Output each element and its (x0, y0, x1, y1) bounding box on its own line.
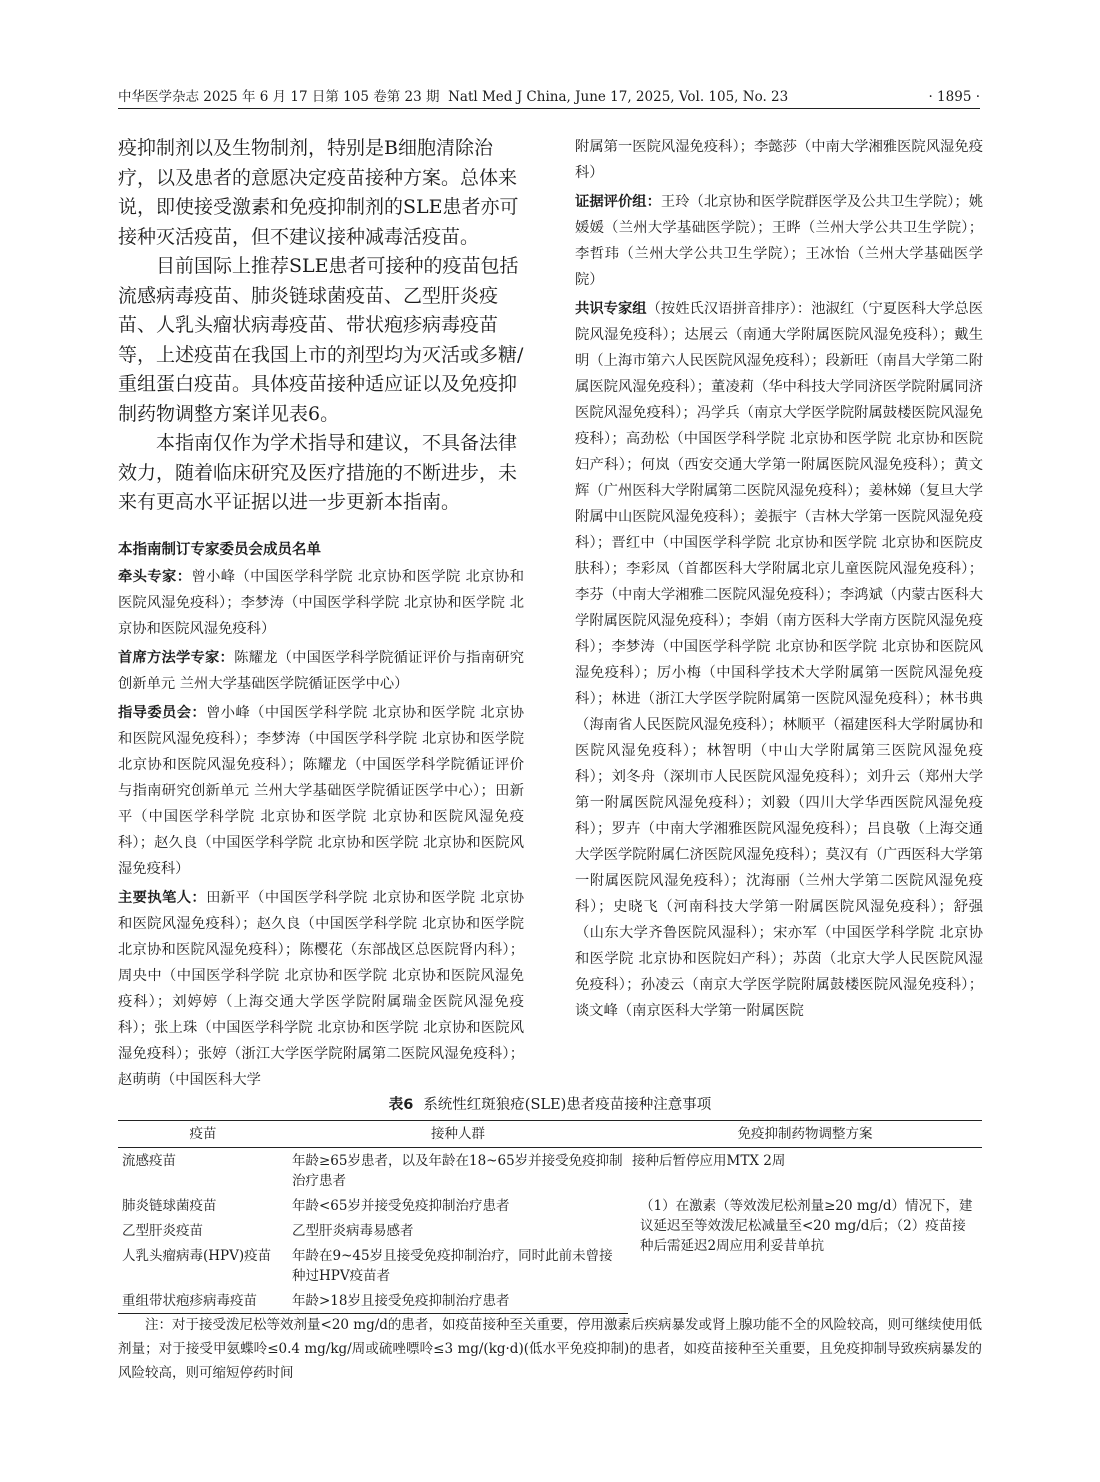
table-number: 表6 (388, 1097, 414, 1113)
group-label: 牵头专家： (118, 568, 192, 585)
cell-vaccine: 人乳头瘤病毒(HPV)疫苗 (122, 1248, 272, 1264)
table-caption (118, 1094, 982, 1116)
group-label: 指导委员会： (118, 704, 207, 721)
committee-group (575, 296, 983, 1024)
journal-info-english: Natl Med J China, June 17, 2025, Vol. 105, No. 23 (448, 89, 789, 105)
committee-continuation: 附属第一医院风湿免疫科）；李懿莎（中南大学湘雅医院风湿免疫科） (575, 139, 983, 181)
table-header-row (118, 1121, 982, 1148)
header-population: 接种人群 (288, 1121, 628, 1148)
running-header (118, 86, 980, 109)
committee-group (118, 700, 524, 882)
cell-population: 年龄>18岁且接受免疫抑制治疗患者 (288, 1288, 628, 1314)
table-note: 注：对于接受泼尼松等效剂量<20 mg/d的患者，如疫苗接种至关重要，停用激素后疾病暴发或肾上腺功能不全的风险较高，则可继续使用低剂量；对于接受甲氨蝶呤≤0.4 mg/kg/周或硫唑嘌呤≤3 mg/(kg·d)(低水平免疫抑制)的患者，如疫苗接种至关重要，且免疫抑制导致疾病暴发的风险较高，则可缩短停药时间 (118, 1317, 982, 1381)
group-members: 田新平（中国医学科学院 北京协和医学院 北京协和医院风湿免疫科）；赵久良（中国医学科学院 北京协和医学院 北京协和医院风湿免疫科）；陈樱花（东部战区总医院肾内科）；周央中（中国医学科学院 北京协和医学院 北京协和医院风湿免疫科）；刘婷婷（上海交通大学医学院附属瑞金医院风湿免疫科）；张上珠（中国医学科学院 北京协和医学院 北京协和医院风湿免疫科）；张婷（浙江大学医学院附属第二医院风湿免疫科）；赵萌萌（中国医科大学 (118, 889, 525, 1088)
cell-adjustment: 接种后暂停应用MTX 2周 (632, 1153, 786, 1169)
cell-vaccine: 重组带状疱疹病毒疫苗 (118, 1288, 288, 1314)
table-row (118, 1148, 982, 1194)
header-adjustment: 免疫抑制药物调整方案 (628, 1121, 982, 1148)
body-paragraph: 疫抑制剂以及生物制剂，特别是B细胞清除治疗，以及患者的意愿决定疫苗接种方案。总体来说，即使接受激素和免疫抑制剂的SLE患者亦可接种灭活疫苗，但不建议接种减毒活疫苗。 (118, 137, 519, 248)
cell-adjustment: （1）在激素（等效泼尼松剂量≥20 mg/d）情况下，建议延迟至等效泼尼松减量至<20 mg/d后；（2）疫苗接种后需延迟2周应用利妥昔单抗 (640, 1198, 973, 1254)
header-vaccine: 疫苗 (118, 1121, 288, 1148)
committee-title: 本指南制订专家委员会成员名单 (118, 541, 321, 558)
group-members: （按姓氏汉语拼音排序）：池淑红（宁夏医科大学总医院风湿免疫科）；达展云（南通大学附属医院风湿免疫科）；戴生明（上海市第六人民医院风湿免疫科）；段新旺（南昌大学第二附属医院风湿免疫科）；董凌莉（华中科技大学同济医学院附属同济医院风湿免疫科）；冯学兵（南京大学医学院附属鼓楼医院风湿免疫科）；高劲松（中国医学科学院 北京协和医学院 北京协和医院妇产科）；何岚（西安交通大学第一附属医院风湿免疫科）；黄文辉（广州医科大学附属第二医院风湿免疫科）；姜林娣（复旦大学附属中山医院风湿免疫科）；姜振宇（吉林大学第一医院风湿免疫科）；晋红中（中国医学科学院 北京协和医学院 北京协和医院皮肤科）；李彩凤（首都医科大学附属北京儿童医院风湿免疫科）；李芬（中南大学湘雅二医院风湿免疫科）；李鸿斌（内蒙古医科大学附属医院风湿免疫科）；李娟（南方医科大学南方医院风湿免疫科）；李梦涛（中国医学科学院 北京协和医学院 北京协和医院风湿免疫科）；厉小梅（中国科学技术大学附属第一医院风湿免疫科）；林进（浙江大学医学院附属第一医院风湿免疫科）；林书典（海南省人民医院风湿免疫科）；林顺平（福建医科大学附属协和医院风湿免疫科）；林智明（中山大学附属第三医院风湿免疫科）；刘冬舟（深圳市人民医院风湿免疫科）；刘升云（郑州大学第一附属医院风湿免疫科）；刘毅（四川大学华西医院风湿免疫科）；罗卉（中南大学湘雅医院风湿免疫科）；吕良敬（上海交通大学医学院附属仁济医院风湿免疫科）；莫汉有（广西医科大学第一附属医院风湿免疫科）；沈海丽（兰州大学第二医院风湿免疫科）；史晓飞（河南科技大学第一附属医院风湿免疫科）；舒强（山东大学齐鲁医院风湿科）；宋亦军（中国医学科学院 北京协和医学院 北京协和医院妇产科）；苏茵（北京大学人民医院风湿免疫科）；孙凌云（南京大学医学院附属鼓楼医院风湿免疫科）；谈文峰（南京医科大学第一附属医院 (575, 301, 984, 1019)
group-members: 陈耀龙（中国医学科学院循证评价与指南研究创新单元 兰州大学基础医学院循证医学中心） (118, 649, 525, 692)
committee-group (118, 645, 524, 697)
group-members: 曾小峰（中国医学科学院 北京协和医学院 北京协和医院风湿免疫科）；李梦涛（中国医学科学院 北京协和医学院 北京协和医院风湿免疫科） (118, 568, 525, 637)
vaccination-table (118, 1120, 982, 1314)
committee-group (118, 885, 524, 1093)
table-title: 系统性红斑狼疮(SLE)患者疫苗接种注意事项 (423, 1097, 712, 1113)
cell-vaccine: 乙型肝炎疫苗 (122, 1223, 203, 1239)
committee-group (118, 564, 524, 642)
table-row (118, 1193, 982, 1218)
group-label: 共识专家组 (575, 301, 647, 317)
left-column (118, 134, 524, 1096)
cell-vaccine: 肺炎链球菌疫苗 (122, 1198, 217, 1214)
group-label: 首席方法学专家： (118, 649, 235, 666)
right-column (575, 134, 983, 1027)
group-label: 主要执笔人： (118, 889, 207, 906)
group-members: 王玲（北京协和医学院群医学及公共卫生学院）；姚媛媛（兰州大学基础医学院）；王晔（兰州大学公共卫生学院）；李哲玮（兰州大学公共卫生学院）；王冰怡（兰州大学基础医学院） (575, 194, 983, 288)
cell-population: 乙型肝炎病毒易感者 (292, 1223, 414, 1239)
cell-population: 年龄<65岁并接受免疫抑制治疗患者 (292, 1198, 510, 1214)
page-number: · 1895 · (928, 89, 980, 105)
body-paragraph: 目前国际上推荐SLE患者可接种的疫苗包括流感病毒疫苗、肺炎链球菌疫苗、乙型肝炎疫苗、人乳头瘤状病毒疫苗、带状疱疹病毒疫苗等，上述疫苗在我国上市的剂型均为灭活或多糖/重组蛋白疫苗。具体疫苗接种适应证以及免疫抑制药物调整方案详见表6。 (118, 255, 524, 425)
committee-group (575, 189, 983, 293)
journal-info: 中华医学杂志 2025 年 6 月 17 日第 105 卷第 23 期 (118, 89, 440, 105)
cell-vaccine: 流感疫苗 (122, 1153, 176, 1169)
body-paragraph: 本指南仅作为学术指导和建议，不具备法律效力，随着临床研究及医疗措施的不断进步，未来有更高水平证据以进一步更新本指南。 (118, 432, 518, 513)
cell-population: 年龄≥65岁患者，以及年龄在18~65岁并接受免疫抑制治疗患者 (292, 1153, 623, 1189)
group-members: 曾小峰（中国医学科学院 北京协和医学院 北京协和医院风湿免疫科）；李梦涛（中国医学科学院 北京协和医学院 北京协和医院风湿免疫科）；陈耀龙（中国医学科学院循证评价与指南研究创新单元 兰州大学基础医学院循证医学中心）；田新平（中国医学科学院 北京协和医学院 北京协和医院风湿免疫科）；赵久良（中国医学科学院 北京协和医学院 北京协和医院风湿免疫科） (118, 704, 525, 877)
group-label: 证据评价组： (575, 194, 661, 210)
cell-population: 年龄在9~45岁且接受免疫抑制治疗，同时此前未曾接种过HPV疫苗者 (292, 1248, 613, 1284)
